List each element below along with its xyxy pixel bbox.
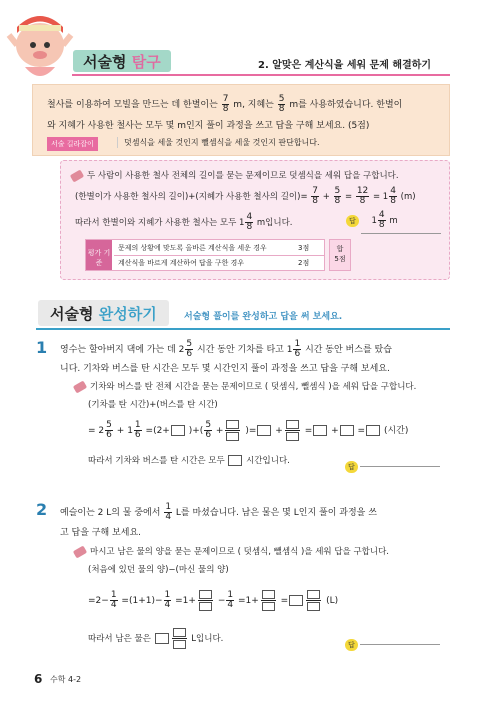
fraction-answer-box[interactable] [261,590,276,611]
q2-conclusion: 따라서 남은 물은 L입니다. [88,628,223,649]
answer-box[interactable] [155,633,169,644]
q1-equation: = 2 $\frac{5}{6}$ + 1 $\frac{1}{6}$ =(2+ )+( $\frac{5}{6}$ + )= + = + = (시간) [88,420,409,440]
q2-line1: 예슬이는 2 L의 물 중에서 $\frac{1}{4}$ L를 마셨습니다. 남은 물은 몇 L인지 풀이 과정을 쓰 [60,502,377,522]
header-title-a: 서술형 [83,53,127,71]
q1-number: 1 [36,338,48,357]
fraction-5-8: $\frac{5}{8}$ [278,94,285,114]
book-title: 수학 4-2 [50,675,82,684]
q2-answer: 답 [345,634,358,653]
rubric-row-1: 문제의 상황에 맞도록 올바른 계산식을 세운 경우 [118,244,267,252]
fraction-answer-box[interactable] [172,628,187,649]
answer-underline [361,233,441,234]
key-text: 덧셈식을 세울 것인지 뺄셈식을 세울 것인지 판단합니다. [117,137,320,148]
answer-box[interactable] [171,425,185,436]
q1-hint: 기차와 버스를 탄 전체 시간을 묻는 문제이므로 ( 덧셈식, 뺄셈식 )을 세워 답을 구합니다. [74,380,416,392]
header-title-b: 탐구 [131,53,161,71]
answer-box[interactable] [228,455,242,466]
key-label: 서술 길라잡이 [47,137,98,151]
rubric-label: 평가 기준 [86,240,112,270]
pencil-icon [70,169,84,182]
q1-line2: 니다. 기차와 버스를 탄 시간은 모두 몇 시간인지 풀이 과정을 쓰고 답을 구해 보세요. [60,364,390,374]
solution-line3: 따라서 한별이와 지혜가 사용한 철사는 모두 1 $\frac{4}{8}$ m입니다. [75,212,293,232]
fraction-answer-box[interactable] [306,590,321,611]
problem-line1: 철사를 이용하여 모빌을 만드는 데 한별이는 $\frac{7}{8}$ m, 지혜는 $\frac{5}{8}$ m를 사용하였습니다. 한별이 [47,94,403,114]
solution-box [60,160,450,280]
pencil-icon [73,380,87,393]
q1-answer-line[interactable] [360,466,440,467]
answer-box[interactable] [340,425,354,436]
rubric-score-2: 2점 [298,259,310,267]
page-number: 6 [34,672,43,686]
rubric-score-1: 3점 [298,244,310,252]
rubric-divider [114,255,324,256]
rubric-row-2: 계산식을 바르게 계산하여 답을 구한 경우 [118,259,245,267]
solution-line1: 두 사람이 사용한 철사 전체의 길이를 묻는 문제이므로 덧셈식을 세워 답을 구합니다. [71,169,399,181]
rubric-total: 합 5점 [329,239,351,271]
rubric [85,239,325,271]
answer-box[interactable] [313,425,327,436]
problem-box [32,84,450,156]
q1-conclusion: 따라서 기차와 버스를 탄 시간은 모두 시간입니다. [88,456,290,466]
header-rule [72,74,450,76]
fraction-answer-box[interactable] [225,420,240,441]
section2-title: 서술형 완성하기 [38,300,169,326]
q2-number: 2 [36,500,48,519]
mascot-illustration [5,5,75,90]
q2-equation: =2− $\frac{1}{4}$ =(1+1)− $\frac{1}{4}$ =1+ − $\frac{1}{4}$ =1+ = (L) [88,590,339,610]
q2-hint: 마시고 남은 물의 양을 묻는 문제이므로 ( 덧셈식, 뺄셈식 )을 세워 답을 구합니다. [74,545,389,557]
fraction-answer-box[interactable] [198,590,213,611]
answer-box[interactable] [289,595,303,606]
answer-box[interactable] [257,425,271,436]
problem-line2: 와 지혜가 사용한 철사는 모두 몇 m인지 풀이 과정을 쓰고 답을 구해 보세요. (5점) [47,121,370,131]
header-subtitle: 2. 알맞은 계산식을 세워 문제 해결하기 [258,60,432,71]
answer-box[interactable] [366,425,380,436]
section2-rule [36,328,450,330]
fraction-7-8: $\frac{7}{8}$ [222,94,229,114]
q2-expr-label: (처음에 있던 물의 양)−(마신 물의 양) [88,565,229,575]
solution-line2: (한별이가 사용한 철사의 길이)+(지혜가 사용한 철사의 길이)= $\frac{7}{8}$ + $\frac{5}{8}$ = $\frac{12}{8}$ = 1 $\frac{4}{8}$ (m) [75,186,416,206]
q2-line2: 고 답을 구해 보세요. [60,528,141,538]
q1-line1: 영수는 할아버지 댁에 가는 데 2 $\frac{5}{6}$ 시간 동안 기차를 타고 1 $\frac{1}{6}$ 시간 동안 버스를 탔습 [60,339,392,359]
q1-expr-label: (기차를 탄 시간)+(버스를 탄 시간) [88,400,218,410]
q1-answer: 답 [345,456,358,475]
solution-answer: 답 1 $\frac{4}{8}$ m [346,211,398,230]
fraction-answer-box[interactable] [285,420,300,441]
header-title [73,50,171,72]
section2-instruction: 서술형 풀이를 완성하고 답을 써 보세요. [184,312,343,322]
pencil-icon [73,545,87,558]
q2-answer-line[interactable] [360,644,440,645]
